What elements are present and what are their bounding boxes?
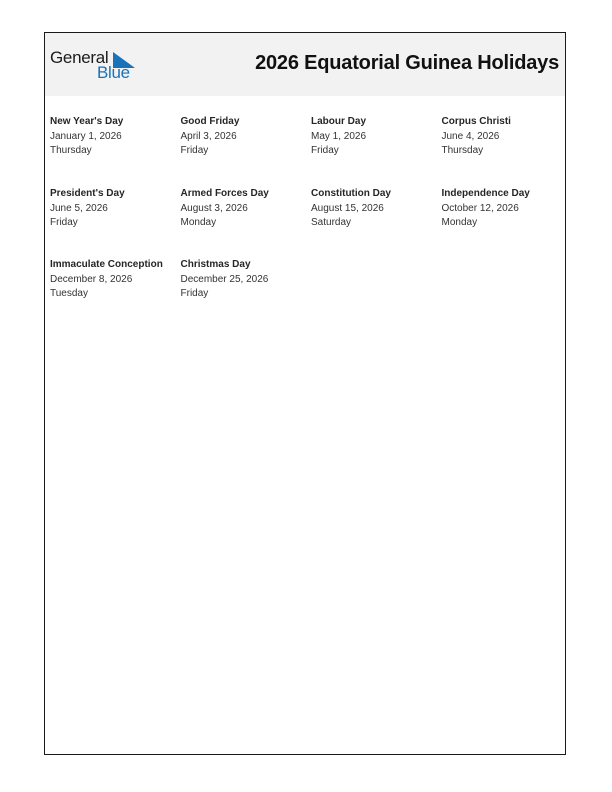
holiday-item: [442, 115, 570, 159]
holiday-weekday: Thursday: [50, 145, 92, 156]
holiday-name: Good Friday: [180, 116, 240, 127]
logo-general-text: General: [50, 48, 109, 67]
holiday-name: Corpus Christi: [441, 116, 511, 127]
holiday-item: [181, 258, 309, 302]
holiday-item: [50, 115, 178, 159]
holiday-name: Christmas Day: [180, 259, 251, 270]
page-title: 2026 Equatorial Guinea Holidays: [255, 52, 559, 74]
holiday-date: January 1, 2026: [50, 130, 122, 142]
holiday-name: Constitution Day: [311, 188, 391, 199]
holiday-name: Independence Day: [441, 188, 530, 199]
holiday-weekday: Friday: [50, 217, 78, 228]
holiday-date: June 5, 2026: [50, 202, 108, 214]
holiday-date: August 15, 2026: [311, 202, 384, 214]
holiday-name: President's Day: [50, 188, 125, 199]
holiday-weekday: Tuesday: [50, 288, 88, 299]
holiday-weekday: Friday: [311, 145, 339, 156]
holiday-item: [181, 187, 309, 231]
holiday-date: April 3, 2026: [180, 130, 237, 142]
holiday-item: [181, 115, 309, 159]
holiday-weekday: Monday: [441, 217, 478, 228]
holiday-date: December 8, 2026: [50, 273, 133, 285]
logo: [50, 48, 140, 84]
holiday-item: [311, 115, 439, 159]
holiday-date: December 25, 2026: [180, 273, 269, 285]
holiday-date: October 12, 2026: [441, 202, 519, 214]
holiday-weekday: Monday: [180, 217, 217, 228]
holiday-date: June 4, 2026: [441, 130, 500, 142]
holiday-name: Labour Day: [311, 116, 367, 127]
holiday-weekday: Saturday: [311, 217, 352, 228]
holiday-item: [442, 187, 570, 231]
holiday-weekday: Thursday: [441, 145, 484, 156]
holiday-weekday: Friday: [180, 288, 209, 299]
holiday-weekday: Friday: [180, 145, 209, 156]
holiday-name: Immaculate Conception: [50, 259, 163, 270]
holiday-date: August 3, 2026: [180, 202, 248, 214]
holiday-name: Armed Forces Day: [180, 188, 269, 199]
page-frame: [44, 32, 566, 755]
holiday-item: [50, 258, 178, 302]
holiday-item: [311, 187, 439, 231]
header: [45, 33, 565, 96]
holiday-item: [50, 187, 178, 231]
holiday-date: May 1, 2026: [311, 130, 367, 142]
holiday-name: New Year's Day: [50, 116, 124, 127]
logo-blue-text: Blue: [97, 63, 130, 82]
